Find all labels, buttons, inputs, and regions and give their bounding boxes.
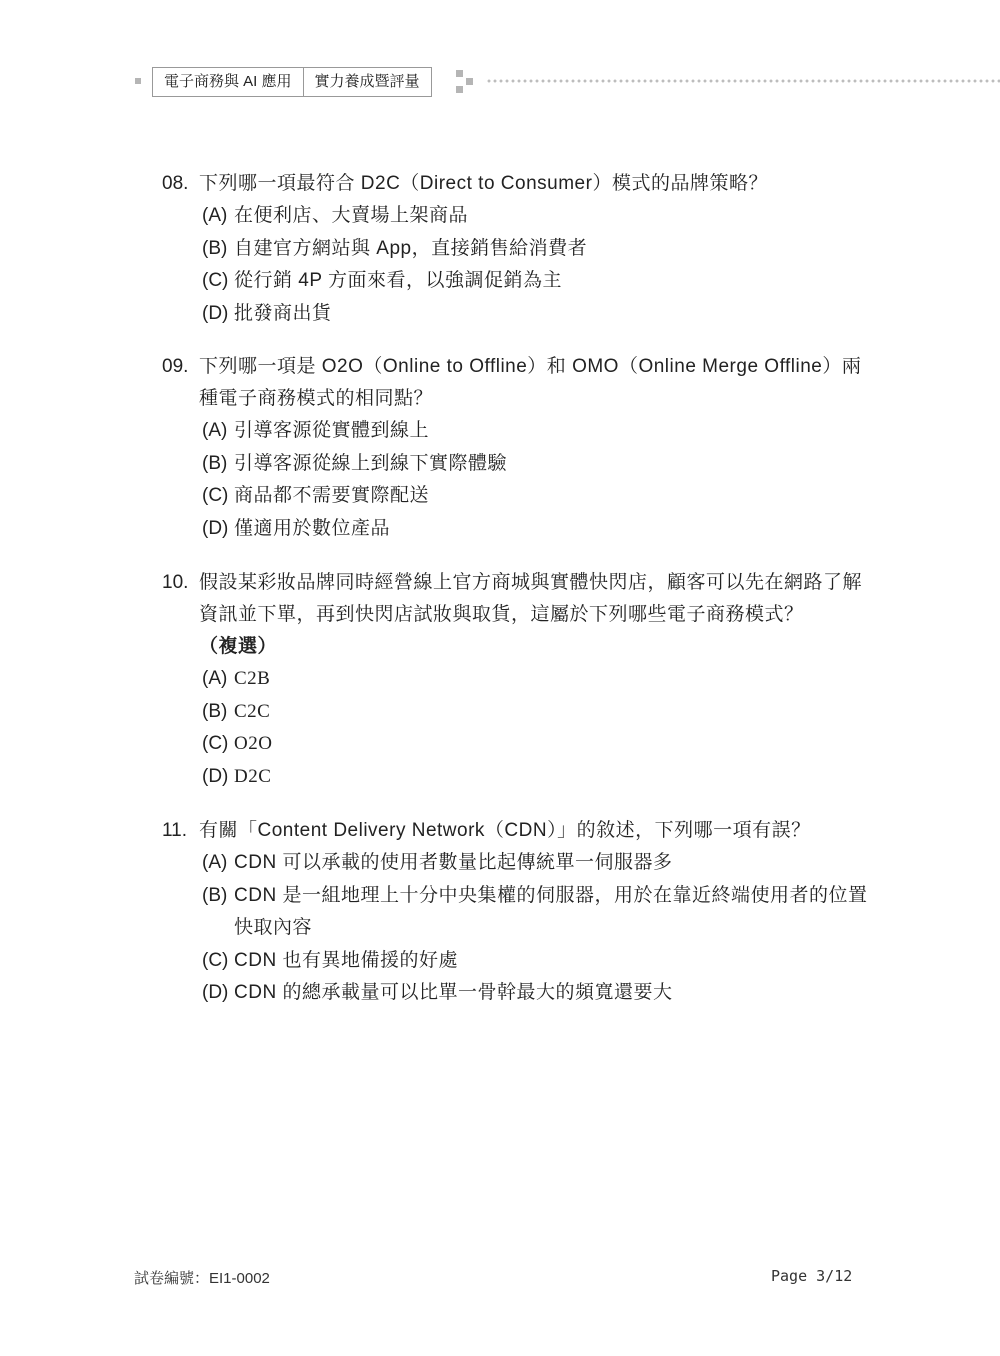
option-list bbox=[202, 663, 874, 793]
header-ornament-square bbox=[466, 78, 473, 85]
option-text: CDN 可以承載的使用者數量比起傳統單一伺服器多 bbox=[234, 852, 673, 873]
option-text: 從行銷 4P 方面來看，以強調促銷為主 bbox=[234, 270, 562, 291]
question-text: 有關「Content Delivery Network（CDN）」的敘述，下列哪一項有誤？ bbox=[199, 820, 811, 841]
question-09 bbox=[162, 351, 874, 545]
option-b bbox=[202, 696, 874, 729]
question-number: 11. bbox=[162, 820, 188, 841]
option-b bbox=[202, 233, 874, 266]
question-text-wrapper bbox=[199, 567, 874, 663]
option-key: (C) bbox=[202, 485, 229, 506]
question-number: 08. bbox=[162, 173, 189, 194]
question-text: 假設某彩妝品牌同時經營線上官方商城與實體快閃店，顧客可以先在網路了解資訊並下單，再到快閃店試妝與取貨，這屬於下列哪些電子商務模式？ bbox=[199, 572, 863, 625]
option-d bbox=[202, 298, 874, 331]
question-11 bbox=[162, 815, 874, 1010]
option-text: CDN 的總承載量可以比單一骨幹最大的頻寬還要大 bbox=[234, 982, 673, 1003]
question-text: 下列哪一項最符合 D2C（Direct to Consumer）模式的品牌策略？ bbox=[199, 173, 768, 194]
exam-id: 試卷編號：EI1-0002 bbox=[134, 1270, 270, 1287]
question-08 bbox=[162, 168, 874, 330]
question-10 bbox=[162, 567, 874, 793]
option-text: 批發商出貨 bbox=[234, 302, 332, 324]
header-ornament-square bbox=[456, 70, 463, 77]
option-b bbox=[202, 448, 874, 481]
option-text: 引導客源從線上到線下實際體驗 bbox=[234, 452, 508, 474]
option-text: CDN 是一組地理上十分中央集權的伺服器，用於在靠近終端使用者的位置快取內容 bbox=[234, 884, 868, 938]
option-text: 引導客源從實體到線上 bbox=[234, 420, 430, 441]
option-key: (C) bbox=[202, 949, 229, 971]
option-list bbox=[202, 200, 874, 330]
option-key: (A) bbox=[202, 420, 228, 441]
option-d bbox=[202, 761, 874, 794]
option-d bbox=[202, 977, 874, 1010]
option-a bbox=[202, 847, 874, 880]
option-c bbox=[202, 265, 874, 298]
option-text: 在便利店、大賣場上架商品 bbox=[234, 205, 469, 226]
option-text: C2C bbox=[234, 700, 271, 722]
question-number: 10. bbox=[162, 572, 189, 593]
option-key: (A) bbox=[202, 668, 228, 689]
header-bullet-square bbox=[135, 78, 141, 84]
option-c bbox=[202, 480, 874, 513]
option-key: (D) bbox=[202, 517, 229, 539]
header-dotted-rule bbox=[486, 79, 1000, 83]
option-key: (B) bbox=[202, 884, 228, 906]
option-key: (A) bbox=[202, 205, 228, 226]
option-key: (B) bbox=[202, 700, 228, 722]
option-a bbox=[202, 663, 874, 696]
option-c bbox=[202, 945, 874, 978]
option-key: (D) bbox=[202, 982, 229, 1003]
book-title: 電子商務與 AI 應用 bbox=[164, 73, 292, 90]
multi-select-note: （複選） bbox=[199, 636, 278, 657]
option-c bbox=[202, 728, 874, 761]
option-list bbox=[202, 415, 874, 545]
option-key: (B) bbox=[202, 452, 228, 474]
option-key: (C) bbox=[202, 270, 229, 291]
section-title: 實力養成暨評量 bbox=[314, 73, 420, 90]
page-number: Page 3/12 bbox=[771, 1267, 853, 1285]
header-ornament-square bbox=[456, 86, 463, 93]
option-key: (C) bbox=[202, 733, 229, 754]
option-text: 自建官方網站與 App，直接銷售給消費者 bbox=[234, 237, 588, 259]
option-key: (D) bbox=[202, 765, 229, 787]
option-key: (A) bbox=[202, 852, 228, 873]
option-key: (D) bbox=[202, 302, 229, 324]
header-divider bbox=[431, 68, 432, 96]
question-text: 下列哪一項是 O2O（Online to Offline）和 OMO（Online Merge Offline）兩種電子商務模式的相同點？ bbox=[199, 356, 862, 409]
option-text: C2B bbox=[234, 668, 271, 689]
option-text: CDN 也有異地備援的好處 bbox=[234, 949, 458, 971]
option-text: 僅適用於數位產品 bbox=[234, 517, 391, 539]
option-d bbox=[202, 513, 874, 546]
option-text: 商品都不需要實際配送 bbox=[234, 485, 430, 506]
option-a bbox=[202, 200, 874, 233]
option-list bbox=[202, 847, 874, 1010]
option-b bbox=[202, 880, 874, 945]
option-key: (B) bbox=[202, 237, 228, 259]
option-text: O2O bbox=[234, 733, 273, 754]
running-header bbox=[152, 67, 432, 97]
question-number: 09. bbox=[162, 356, 189, 377]
option-a bbox=[202, 415, 874, 448]
option-text: D2C bbox=[234, 765, 272, 787]
